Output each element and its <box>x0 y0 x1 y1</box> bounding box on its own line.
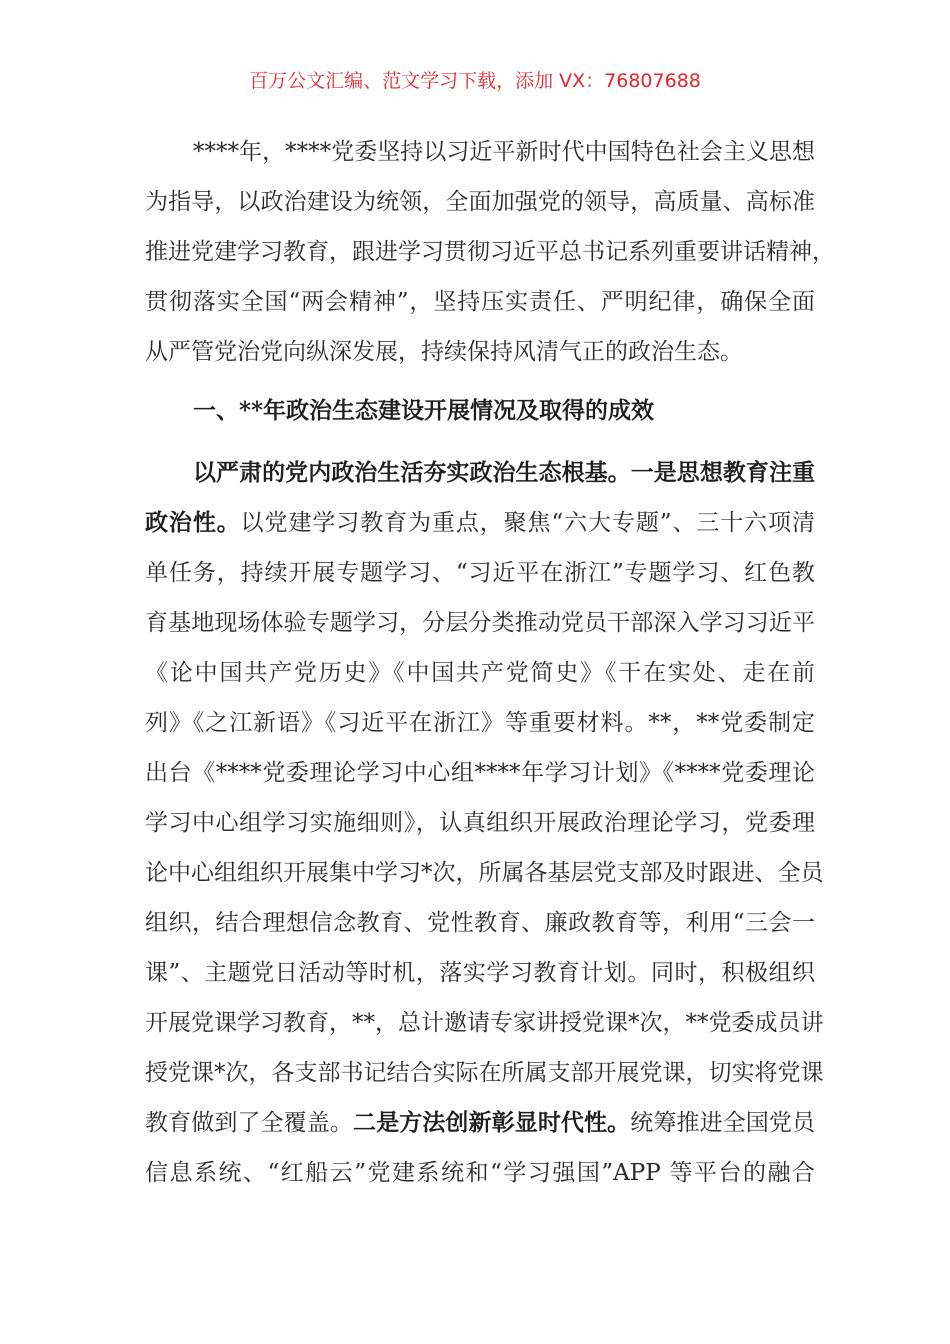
text-line: 推进党建学习教育，跟进学习贯彻习近平总书记系列重要讲话精神， <box>145 239 835 265</box>
text-line: 为指导，以政治建设为统领，全面加强党的领导，高质量、高标准 <box>145 189 815 215</box>
text-line: 列》《之江新语》《习近平在浙江》等重要材料。**，**党委制定 <box>145 710 815 736</box>
text-line-bold: 以严肃的党内政治生活夯实政治生态根基。一是思想教育注重 <box>193 459 815 486</box>
text-run: 以党建学习教育为重点，聚焦“六大专题”、三十六项清 <box>240 510 815 536</box>
text-run: 统筹推进全国党员 <box>630 1110 816 1136</box>
text-line: 出台《****党委理论学习中心组****年学习计划》《****党委理论 <box>145 760 815 786</box>
bold-lead: 二是方法创新彰显时代性。 <box>352 1109 631 1136</box>
text-line: 贯彻落实全国“两会精神”，坚持压实责任、严明纪律，确保全面 <box>145 289 815 315</box>
bold-lead: 政治性。 <box>145 509 241 536</box>
text-line: 从严管党治党向纵深发展，持续保持风清气正的政治生态。 <box>145 339 743 365</box>
text-line <box>145 1108 815 1138</box>
text-line: 信息系统、“红船云”党建系统和“学习强国”APP 等平台的融合 <box>145 1160 815 1186</box>
text-line: 授党课*次，各支部书记结合实际在所属支部开展党课，切实将党课 <box>145 1060 824 1086</box>
text-line: 课”、主题党日活动等时机，落实学习教育计划。同时，积极组织 <box>145 960 815 986</box>
text-line: 《论中国共产党历史》《中国共产党简史》《干在实处、走在前 <box>145 660 815 686</box>
text-line: 育基地现场体验专题学习，分层分类推动党员干部深入学习习近平 <box>145 610 815 636</box>
text-line: 学习中心组学习实施细则》，认真组织开展政治理论学习，党委理 <box>145 810 815 836</box>
text-line <box>145 508 815 538</box>
text-run: 教育做到了全覆盖。 <box>145 1110 353 1136</box>
text-line: 论中心组组织开展集中学习*次，所属各基层党支部及时跟进、全员 <box>145 860 824 886</box>
text-line: 组织，结合理想信念教育、党性教育、廉政教育等，利用“三会一 <box>145 910 815 936</box>
section-heading: 一、**年政治生态建设开展情况及取得的成效 <box>193 397 655 424</box>
text-line: ****年，****党委坚持以习近平新时代中国特色社会主义思想 <box>193 139 815 165</box>
watermark-header: 百万公文汇编、范文学习下载，添加 VX：76807688 <box>249 70 701 92</box>
text-line: 单任务，持续开展专题学习、“习近平在浙江”专题学习、红色教 <box>145 560 815 586</box>
text-line: 开展党课学习教育，**，总计邀请专家讲授党课*次，**党委成员讲 <box>145 1010 824 1036</box>
